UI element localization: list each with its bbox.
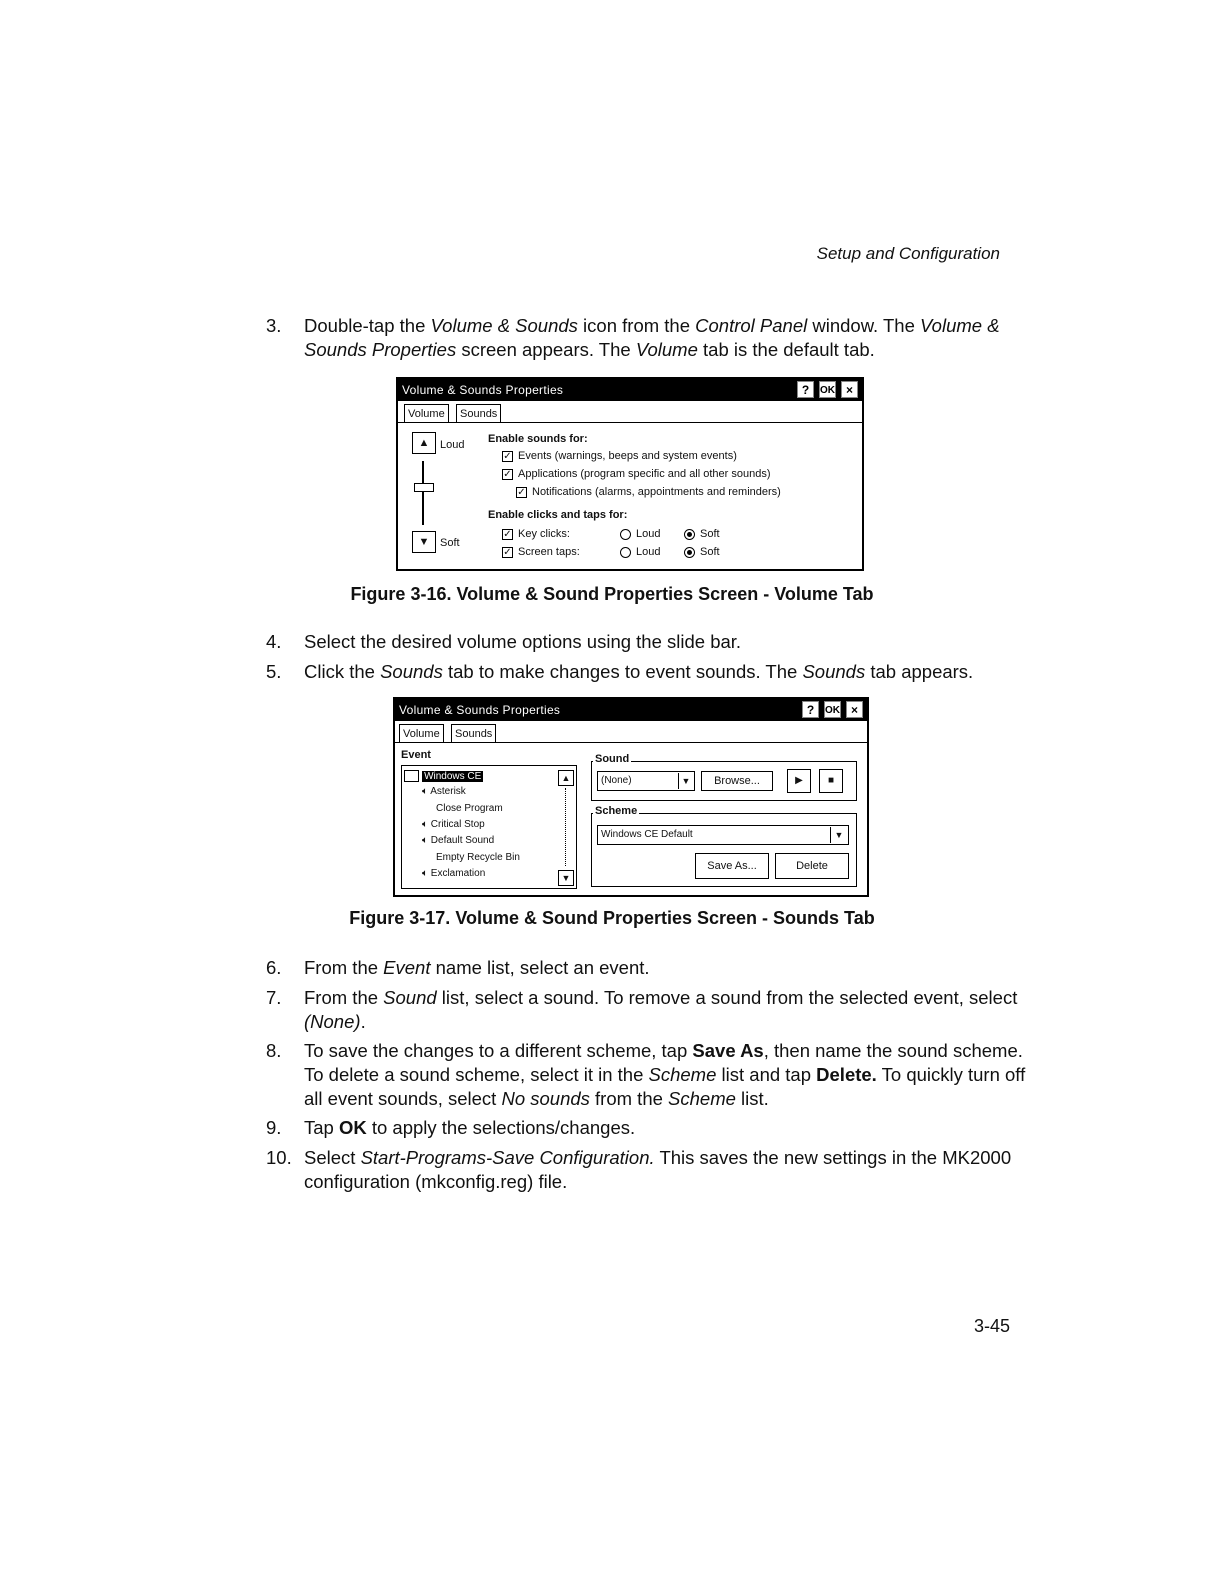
tab-sounds[interactable]: Sounds — [451, 724, 496, 743]
event-list-item[interactable] — [404, 770, 483, 783]
volume-up-button[interactable]: ▲ — [412, 432, 436, 454]
close-button[interactable]: × — [846, 701, 863, 718]
scheme-select[interactable] — [597, 825, 849, 845]
step-number: 6. — [266, 957, 282, 978]
step-number: 10. — [266, 1147, 292, 1168]
event-name: Default Sound — [430, 835, 495, 846]
ok-button[interactable]: OK — [819, 381, 836, 398]
chevron-down-icon: ▼ — [830, 827, 847, 843]
step-number: 8. — [266, 1040, 282, 1061]
page-number: 3-45 — [973, 1316, 1010, 1336]
tab-divider — [398, 422, 862, 423]
step-text: Double-tap the Volume & Sounds icon from the Control Panel window. The Volume & Sounds Properties screen appears. The Volume tab is the default tab. — [304, 315, 1000, 360]
event-name: Windows CE — [424, 771, 482, 782]
scroll-up-button[interactable]: ▲ — [558, 770, 574, 786]
scheme-value: Windows CE Default — [601, 829, 693, 840]
applications-checkbox[interactable]: ✓ — [503, 469, 512, 480]
key-clicks-checkbox[interactable]: ✓ — [503, 529, 512, 540]
event-list-item[interactable] — [422, 819, 485, 830]
step-text: From the Sound list, select a sound. To remove a sound from the selected event, select (None). — [304, 987, 1018, 1032]
notifications-checkbox[interactable]: ✓ — [517, 487, 526, 498]
key-clicks-soft-label: Soft — [700, 528, 720, 540]
dialog-titlebar — [398, 379, 862, 401]
screen-taps-soft-radio[interactable] — [684, 547, 695, 558]
tab-divider — [395, 742, 867, 743]
step-text: Tap OK to apply the selections/changes. — [304, 1117, 636, 1138]
event-list-item[interactable] — [436, 803, 503, 814]
step-number: 7. — [266, 987, 282, 1008]
event-list-item[interactable] — [436, 852, 520, 863]
step-3 — [266, 314, 1026, 362]
step-5 — [266, 660, 1026, 684]
event-list-item[interactable] — [422, 786, 466, 797]
close-button[interactable]: × — [841, 381, 858, 398]
event-name: Close Program — [436, 803, 503, 814]
ok-button[interactable]: OK — [824, 701, 841, 718]
step-text: Click the Sounds tab to make changes to event sounds. The Sounds tab appears. — [304, 661, 974, 682]
dialog-titlebar — [395, 699, 867, 721]
step-8 — [266, 1039, 1026, 1111]
play-button[interactable]: ▶ — [787, 769, 811, 793]
volume-down-button[interactable]: ▼ — [412, 531, 436, 553]
figure-3-16-caption: Figure 3-16. Volume & Sound Properties Screen - Volume Tab — [350, 584, 874, 604]
step-text: To save the changes to a different scheme, tap Save As, then name the sound scheme. To delete a sound scheme, select it in the Scheme list and tap Delete. To quickly turn off all event sounds, select No sounds from the Scheme list. — [304, 1040, 1026, 1109]
volume-sounds-dialog-sounds-tab — [393, 697, 869, 897]
running-header: Setup and Configuration — [816, 244, 1000, 263]
event-name: Critical Stop — [430, 819, 485, 830]
key-clicks-loud-radio[interactable] — [620, 529, 631, 540]
screen-taps-checkbox[interactable]: ✓ — [503, 547, 512, 558]
event-label: Event — [401, 749, 431, 761]
step-6 — [266, 956, 1026, 980]
key-clicks-loud-label: Loud — [636, 528, 661, 540]
step-number: 9. — [266, 1117, 282, 1138]
screen-taps-label: Screen taps: — [518, 546, 580, 558]
sound-select[interactable] — [597, 771, 695, 791]
soft-label: Soft — [440, 537, 460, 549]
delete-button[interactable]: Delete — [775, 853, 849, 879]
screen-taps-loud-label: Loud — [636, 546, 661, 558]
browse-button[interactable]: Browse... — [701, 771, 773, 791]
speaker-icon: 🔈︎ — [422, 868, 428, 879]
step-text: Select the desired volume options using the slide bar. — [304, 631, 742, 652]
help-button[interactable]: ? — [797, 381, 814, 398]
key-clicks-soft-radio[interactable] — [684, 529, 695, 540]
step-9 — [266, 1116, 1026, 1140]
event-name: Asterisk — [430, 786, 466, 797]
scroll-down-button[interactable]: ▼ — [558, 870, 574, 886]
scrollbar[interactable] — [565, 788, 567, 866]
enable-sounds-label: Enable sounds for: — [488, 433, 588, 445]
tab-volume[interactable]: Volume — [404, 404, 449, 423]
screen-taps-loud-radio[interactable] — [620, 547, 631, 558]
events-checkbox[interactable]: ✓ — [503, 451, 512, 462]
applications-label: Applications (program specific and all other sounds) — [518, 468, 771, 480]
speaker-icon: 🔈︎ — [422, 835, 428, 846]
step-number: 4. — [266, 631, 282, 652]
help-button[interactable]: ? — [802, 701, 819, 718]
figure-3-17-caption: Figure 3-17. Volume & Sound Properties Screen - Sounds Tab — [349, 908, 875, 928]
step-7 — [266, 986, 1026, 1034]
event-list-item[interactable] — [422, 835, 494, 846]
event-list[interactable] — [401, 765, 577, 889]
step-10 — [266, 1146, 1026, 1194]
dialog-title: Volume & Sounds Properties — [402, 383, 564, 397]
chevron-down-icon: ▼ — [678, 773, 693, 789]
volume-sounds-dialog-volume-tab — [396, 377, 864, 571]
step-4 — [266, 630, 1026, 654]
notifications-label: Notifications (alarms, appointments and reminders) — [532, 486, 781, 498]
events-label: Events (warnings, beeps and system events) — [518, 450, 737, 462]
event-list-item[interactable] — [422, 868, 485, 879]
tab-volume[interactable]: Volume — [399, 724, 444, 743]
step-number: 3. — [266, 315, 282, 336]
folder-icon — [404, 770, 419, 782]
enable-clicks-label: Enable clicks and taps for: — [488, 509, 628, 521]
volume-slider-thumb[interactable] — [414, 483, 434, 492]
key-clicks-label: Key clicks: — [518, 528, 570, 540]
speaker-icon: 🔈︎ — [422, 819, 428, 830]
scheme-label: Scheme — [595, 805, 638, 817]
step-number: 5. — [266, 661, 282, 682]
loud-label: Loud — [440, 439, 465, 451]
step-text: Select Start-Programs-Save Configuration. This saves the new settings in the MK2000 configuration (mkconfig.reg) file. — [304, 1147, 1012, 1192]
save-as-button[interactable]: Save As... — [695, 853, 769, 879]
stop-button[interactable]: ■ — [819, 769, 843, 793]
event-name: Empty Recycle Bin — [436, 852, 520, 863]
volume-slider[interactable] — [422, 461, 424, 525]
screen-taps-soft-label: Soft — [700, 546, 720, 558]
step-text: From the Event name list, select an event. — [304, 957, 650, 978]
sound-value: (None) — [601, 775, 632, 786]
event-name: Exclamation — [430, 868, 486, 879]
tab-sounds[interactable]: Sounds — [456, 404, 501, 423]
dialog-title: Volume & Sounds Properties — [399, 703, 561, 717]
sound-label: Sound — [595, 753, 630, 765]
speaker-icon: 🔈︎ — [422, 786, 428, 797]
